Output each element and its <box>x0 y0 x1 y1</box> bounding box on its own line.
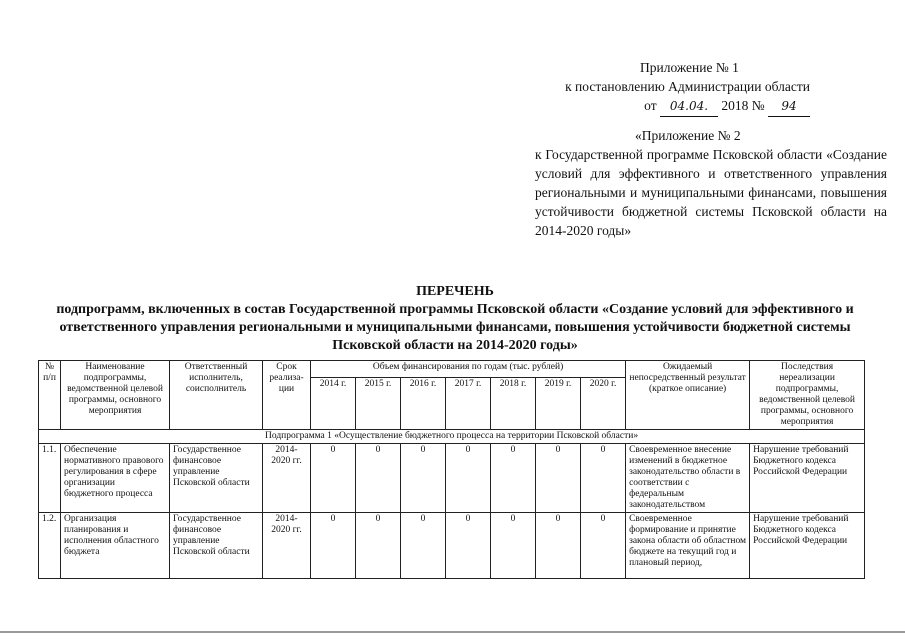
row-value: 0 <box>311 444 356 513</box>
col-num-header: № п/п <box>39 361 61 430</box>
row-name: Обеспечение нормативного правового регулирования в сфере организации бюджетного процесса <box>61 444 170 513</box>
appendix-1-decree: к постановлению Администрации области <box>565 79 810 94</box>
row-value: 0 <box>536 444 581 513</box>
row-value: 0 <box>491 513 536 579</box>
handwritten-date: 04.04. <box>660 97 718 117</box>
subprogram-title: Подпрограмма 1 «Осуществление бюджетного процесса на территории Псковской области» <box>39 430 865 444</box>
row-consequence: Нарушение требований Бюджетного кодекса Российской Федерации <box>750 513 865 579</box>
row-value: 0 <box>311 513 356 579</box>
year-header: 2014 г. <box>311 378 356 430</box>
row-executor: Государственное финансовое управление Псковской области <box>170 444 263 513</box>
row-value: 0 <box>491 444 536 513</box>
row-value: 0 <box>401 513 446 579</box>
appendix-2-title: «Приложение № 2 <box>635 128 741 143</box>
row-result: Своевременное формирование и принятие закона области об областном бюджете на текущий год и плановый период, <box>626 513 750 579</box>
row-value: 0 <box>446 513 491 579</box>
subprogram-row <box>39 430 865 444</box>
row-value: 0 <box>356 513 401 579</box>
col-name-header: Наименование подпрограммы, ведомственной целевой программы, основного мероприятия <box>61 361 170 430</box>
row-value: 0 <box>401 444 446 513</box>
heading-title: ПЕРЕЧЕНЬ <box>416 284 494 299</box>
appendix-1-date-line <box>520 96 850 117</box>
date-prefix: от <box>644 98 657 113</box>
year-header: 2015 г. <box>356 378 401 430</box>
row-result: Своевременное внесение изменений в бюджетное законодательство области в соответствии с федеральным законодательством <box>626 444 750 513</box>
row-value: 0 <box>581 444 626 513</box>
handwritten-number: 94 <box>768 97 810 117</box>
scan-edge-line <box>0 631 905 633</box>
row-value: 0 <box>356 444 401 513</box>
col-consequence-header: Последствия нереализации подпрограммы, ведомственной целевой программы, основного мероприятия <box>750 361 865 430</box>
appendix-1-title: Приложение № 1 <box>640 60 739 75</box>
row-period: 2014-2020 гг. <box>263 444 311 513</box>
appendix-1-block <box>520 58 850 117</box>
subprogram-table <box>38 360 865 579</box>
table-header-row <box>39 361 865 378</box>
table-row <box>39 444 865 513</box>
table-row <box>39 513 865 579</box>
year-label: 2018 № <box>721 98 765 113</box>
row-value: 0 <box>536 513 581 579</box>
year-header: 2019 г. <box>536 378 581 430</box>
heading-subtitle: подпрограмм, включенных в состав Государственной программы Псковской области «Создание условий для эффективного и ответственного управления региональными и муниципальными финансами, повышения устойчивости бюджетной системы Псковской области на 2014-2020 годы» <box>56 302 854 353</box>
col-executor-header: Ответственный исполнитель, соисполнитель <box>170 361 263 430</box>
col-funding-header: Объем финансирования по годам (тыс. рублей) <box>311 361 626 378</box>
row-period: 2014-2020 гг. <box>263 513 311 579</box>
appendix-2-body: к Государственной программе Псковской области «Создание условий для эффективного и ответственного управления региональными и муниципальными финансами, повышения устойчивости бюджетной системы Псковской области на 2014-2020 годы» <box>535 147 887 238</box>
year-header: 2018 г. <box>491 378 536 430</box>
col-result-header: Ожидаемый непосредственный результат (краткое описание) <box>626 361 750 430</box>
year-header: 2020 г. <box>581 378 626 430</box>
row-consequence: Нарушение требований Бюджетного кодекса Российской Федерации <box>750 444 865 513</box>
row-num: 1.2. <box>39 513 61 579</box>
appendix-2-block <box>535 126 887 240</box>
year-header: 2016 г. <box>401 378 446 430</box>
row-executor: Государственное финансовое управление Псковской области <box>170 513 263 579</box>
row-num: 1.1. <box>39 444 61 513</box>
document-heading <box>40 283 870 355</box>
row-name: Организация планирования и исполнения областного бюджета <box>61 513 170 579</box>
col-period-header: Срок реализа-ции <box>263 361 311 430</box>
row-value: 0 <box>581 513 626 579</box>
row-value: 0 <box>446 444 491 513</box>
year-header: 2017 г. <box>446 378 491 430</box>
